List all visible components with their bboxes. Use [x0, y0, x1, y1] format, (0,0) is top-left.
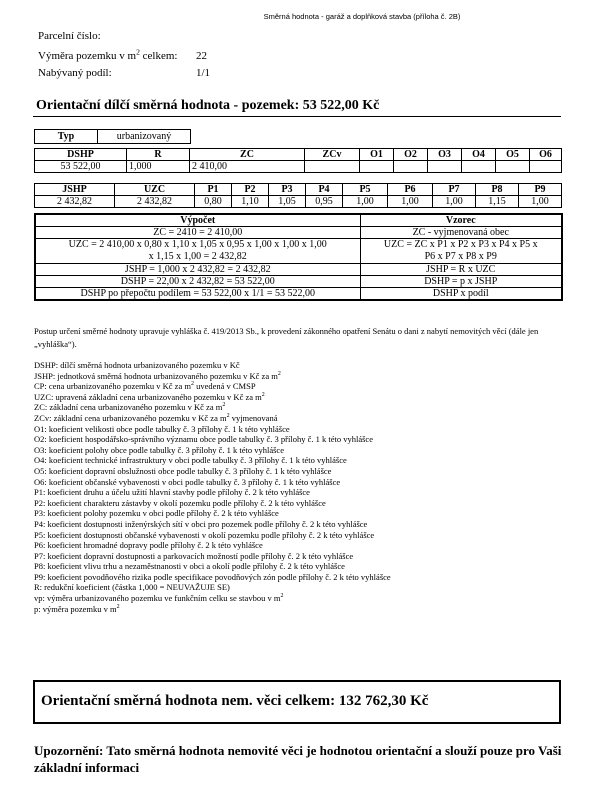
legend-item: O5: koeficient dopravní obslužnosti obce podle tabulky č. 3 přílohy č. 1 k této vyhlášce	[34, 465, 332, 476]
table1-header: O1	[360, 149, 394, 161]
table2-header: P3	[269, 184, 306, 196]
summary-box	[33, 680, 561, 724]
calc-cell: DSHP = 22,00 x 2 432,82 = 53 522,00	[35, 276, 360, 288]
page-header: Směrná hodnota - garáž a doplňková stavba (příloha č. 2B)	[263, 12, 461, 21]
legend-item: O3: koeficient polohy obce podle tabulky č. 3 přílohy č. 1 k této vyhlášce	[34, 444, 284, 455]
table2-cell: 1,00	[433, 196, 476, 208]
calc-row	[35, 227, 562, 239]
parcel-label: Parcelní číslo:	[38, 30, 101, 42]
area-label: Výměra pozemku v $m^2$ celkem:	[38, 47, 178, 62]
share-label: Nabývaný podíl:	[38, 67, 112, 79]
legend-item: O6: koeficient občanské vybavenosti v obci podle tabulky č. 3 přílohy č. 1 k této vyhlášce	[34, 476, 341, 487]
table1-cell	[428, 161, 462, 173]
calc-header: Výpočet	[35, 214, 360, 227]
table1-cell	[496, 161, 530, 173]
table1-cell	[530, 161, 562, 173]
table2-cell: 0,80	[195, 196, 232, 208]
area-value: 22	[196, 50, 207, 62]
legend-item: P8: koeficient vlivu trhu a nezaměstnanosti v obci a okolí podle přílohy č. 2 k této vyhlášce	[34, 561, 345, 572]
legend-item: P7: koeficient dopravní dostupnosti a parkovacích možností podle přílohy č. 2 k této vyhlášce	[34, 550, 354, 561]
legend-item: P3: koeficient polohy pozemku v obci podle přílohy č. 2 k této vyhlášce	[34, 508, 279, 519]
table1-cell: 2 410,00	[190, 161, 305, 173]
formula-cell: ZC - vyjmenovaná obec	[360, 227, 562, 239]
coefficients-table-2	[34, 183, 562, 208]
legend-item: CP: cena urbanizovaného pozemku v Kč za $m^2$ uvedená v CMSP	[34, 381, 256, 392]
table1-cell	[462, 161, 496, 173]
table2-cell: 0,95	[306, 196, 343, 208]
table1-cell	[360, 161, 394, 173]
table1-header: DSHP	[35, 149, 127, 161]
legend-item: ZC: základní cena urbanizovaného pozemku v Kč za $m^2$	[34, 402, 226, 413]
formula-cell: JSHP = R x UZC	[360, 264, 562, 276]
table1-cell	[305, 161, 360, 173]
table1-cell: 1,000	[127, 161, 190, 173]
share-value: 1/1	[196, 67, 211, 79]
formula-cell: DSHP = p x JSHP	[360, 276, 562, 288]
table1-value-row	[35, 161, 562, 173]
type-label: Typ	[35, 130, 98, 144]
legend-list	[34, 360, 574, 614]
legend-item: P4: koeficient dostupnosti inženýrských sítí v obci pro pozemek podle přílohy č. 2 k této vyhlášce	[34, 518, 368, 529]
legend-item: O1: koeficient velikosti obce podle tabulky č. 3 přílohy č. 1 k této vyhlášce	[34, 423, 290, 434]
legend-item: DSHP: dílčí směrná hodnota urbanizovaného pozemku v Kč	[34, 360, 240, 370]
type-table	[34, 129, 191, 144]
table2-cell: 2 432,82	[35, 196, 115, 208]
formula-cell: UZC = ZC x P1 x P2 x P3 x P4 x P5 x P6 x P7 x P8 x P9	[360, 239, 562, 264]
table1-header: ZCv	[305, 149, 360, 161]
table2-cell: 1,00	[519, 196, 562, 208]
table1-header: O2	[394, 149, 428, 161]
table1-header: ZC	[190, 149, 305, 161]
table2-cell: 1,05	[269, 196, 306, 208]
legend-item: O4: koeficient technické infrastruktury v obci podle tabulky č. 3 přílohy č. 1 k této vyhlášce	[34, 455, 347, 466]
calc-cell: DSHP po přepočtu podílem = 53 522,00 x 1/1 = 53 522,00	[35, 288, 360, 301]
table1-header-row	[35, 149, 562, 161]
table1-header: R	[127, 149, 190, 161]
parcel-row	[38, 30, 101, 42]
legend-item: P9: koeficient povodňového rizika podle specifikace povodňových zón podle přílohy č. 2 k této vyhlášce	[34, 571, 391, 582]
calc-cell: UZC = 2 410,00 x 0,80 x 1,10 x 1,05 x 0,95 x 1,00 x 1,00 x 1,00 x 1,15 x 1,00 = 2 432,82	[35, 239, 360, 264]
table2-header-row	[35, 184, 562, 196]
legend-item: vp: výměra urbanizovaného pozemku ve funkčním celku se stavbou v $m^2$	[34, 593, 284, 604]
table2-header: P2	[232, 184, 269, 196]
table1-header: O6	[530, 149, 562, 161]
table2-cell: 1,00	[343, 196, 388, 208]
section-title: Orientační dílčí směrná hodnota - pozemek: 53 522,00 Kč	[36, 98, 380, 113]
summary-total: Orientační směrná hodnota nem. věci celkem: 132 762,30 Kč	[41, 693, 429, 709]
legend-item: P5: koeficient dostupnosti občanské vybavenosti v okolí pozemku podle přílohy č. 2 k této vyhlášce	[34, 529, 375, 540]
legend-item: R: redukční koeficient (částka 1,000 = NEUVAŽUJE SE)	[34, 582, 230, 593]
legend-item: P6: koeficient hromadné dopravy podle přílohy č. 2 k této vyhlášce	[34, 540, 263, 551]
title-divider	[33, 116, 561, 117]
table2-cell: 1,00	[388, 196, 433, 208]
calc-cell: JSHP = 1,000 x 2 432,82 = 2 432,82	[35, 264, 360, 276]
legend-item: P2: koeficient charakteru zástavby v okolí pozemku podle přílohy č. 2 k této vyhlášce	[34, 497, 326, 508]
calc-header-row	[35, 214, 562, 227]
calculation-table	[34, 213, 563, 301]
calc-row	[35, 276, 562, 288]
share-row	[38, 67, 211, 79]
table2-cell: 1,10	[232, 196, 269, 208]
table1-cell	[394, 161, 428, 173]
table2-header: P5	[343, 184, 388, 196]
legend-item: P1: koeficient druhu a účelu užití hlavní stavby podle přílohy č. 2 k této vyhlášce	[34, 487, 310, 498]
table2-header: P9	[519, 184, 562, 196]
type-value: urbanizovaný	[98, 130, 191, 144]
table2-value-row	[35, 196, 562, 208]
table1-header: O3	[428, 149, 462, 161]
table1-header: O5	[496, 149, 530, 161]
calc-row	[35, 288, 562, 301]
table2-cell: 1,15	[476, 196, 519, 208]
table1-header: O4	[462, 149, 496, 161]
table2-header: P6	[388, 184, 433, 196]
calc-row	[35, 264, 562, 276]
table2-header: P4	[306, 184, 343, 196]
legend-item: O2: koeficient hospodářsko-správního významu obce podle tabulky č. 3 přílohy č. 1 k této vyhlášce	[34, 434, 373, 445]
legend-item: UZC: upravená základní cena urbanizovaného pozemku v Kč za $m^2$	[34, 391, 265, 402]
table2-header: JSHP	[35, 184, 115, 196]
legend-item: p: výměra pozemku v $m^2$	[34, 603, 120, 614]
calc-row	[35, 239, 562, 264]
explanation-text: Postup určení směrné hodnoty upravuje vyhláška č. 419/2013 Sb., k provedení zákonného opatření Senátu o dani z nabytí nemovitých věcí (dále jen „vyhláška“).	[34, 326, 539, 349]
table2-header: UZC	[115, 184, 195, 196]
table2-header: P7	[433, 184, 476, 196]
table2-header: P8	[476, 184, 519, 196]
calc-cell: ZC = 2410 = 2 410,00	[35, 227, 360, 239]
legend-item: JSHP: jednotková směrná hodnota urbanizovaného pozemku v Kč za $m^2$	[34, 370, 281, 381]
formula-header: Vzorec	[360, 214, 562, 227]
area-row	[38, 47, 207, 62]
table2-cell: 2 432,82	[115, 196, 195, 208]
coefficients-table-1	[34, 148, 562, 173]
legend-item: ZCv: základní cena urbanizovaného pozemku v Kč za $m^2$ vyjmenovaná	[34, 412, 278, 423]
table1-cell: 53 522,00	[35, 161, 127, 173]
table2-header: P1	[195, 184, 232, 196]
warning-text: Upozornění: Tato směrná hodnota nemovité věci je hodnotou orientační a slouží pouze pro Vaši základní informaci	[34, 743, 562, 775]
formula-cell: DSHP x podíl	[360, 288, 562, 301]
